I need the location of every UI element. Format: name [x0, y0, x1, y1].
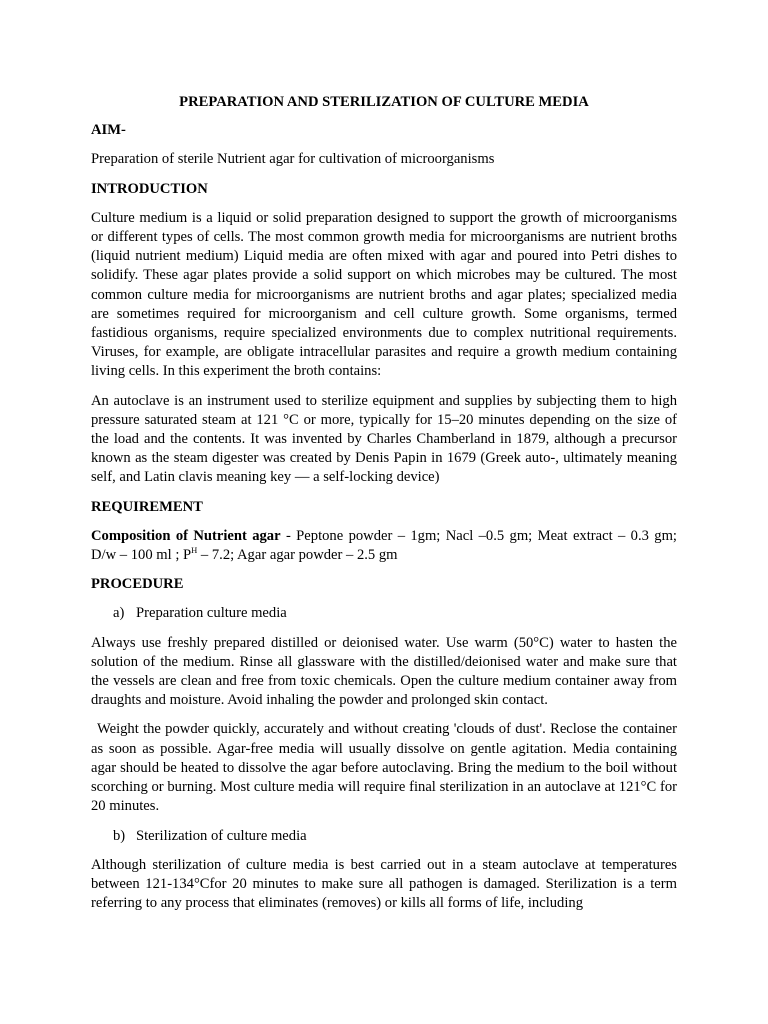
step-a-marker: a) — [113, 605, 125, 622]
requirement-label: Composition of Nutrient agar — [91, 527, 281, 544]
procedure-a-paragraph-2: Weight the powder quickly, accurately and without creating 'clouds of dust'. Reclose the container as soon as possible. Agar-free media will usually dissolve on gentle agitation. Media containing agar should be heated to dissolve the agar before autoclaving. Bring the medium to the boil without scorching or burning. Most culture media will require final sterilization in an autoclave at 121°C for 20 minutes. — [91, 721, 677, 815]
aim-text: Preparation of sterile Nutrient agar for cultivation of microorganisms — [91, 151, 495, 168]
introduction-heading: INTRODUCTION — [91, 180, 208, 197]
procedure-a-paragraph-1: Always use freshly prepared distilled or deionised water. Use warm (50°C) water to hasten the solution of the medium. Rinse all glassware with the distilled/deionised water and make sure that the vessels are clean and free from toxic chemicals. Open the culture medium container away from draughts and moisture. Avoid inhaling the powder and prolonged skin contact. — [91, 634, 677, 709]
procedure-heading: PROCEDURE — [91, 576, 184, 593]
aim-heading: AIM- — [91, 122, 126, 139]
ph-superscript: H — [191, 545, 198, 556]
requirement-composition — [91, 527, 677, 565]
requirement-text-part1: - Peptone powder – 1gm; Nacl –0.5 gm; Meat extract – 0.3 gm; D/w – 100 ml ; P — [91, 527, 677, 564]
introduction-paragraph-culture-medium: Culture medium is a liquid or solid preparation designed to support the growth of microorganisms or different types of cells. The most common growth media for microorganisms are nutrient broths (liquid nutrient medium) Liquid media are often mixed with agar and poured into Petri dishes to solidify. These agar plates provide a solid support on which microbes may be cultured. The most common culture media for microorganisms are nutrient broths and agar plates; specialized media are sometimes required for microorganism and cell culture growth. Some organisms, termed fastidious organisms, require specialized environments due to complex nutritional requirements. Viruses, for example, are obligate intracellular parasites and require a growth medium containing living cells. In this experiment the broth contains: — [91, 209, 677, 380]
document-body — [91, 93, 677, 923]
procedure-b-paragraph-1: Although sterilization of culture media is best carried out in a steam autoclave at temperatures between 121-134°Cfor 20 minutes to make sure all pathogen is damaged. Sterilization is a term referring to any process that eliminates (removes) or kills all forms of life, including — [91, 856, 677, 912]
step-b-marker: b) — [113, 827, 126, 844]
step-b-label: Sterilization of culture media — [136, 827, 307, 844]
document-title: PREPARATION AND STERILIZATION OF CULTURE MEDIA — [179, 94, 589, 110]
requirement-heading: REQUIREMENT — [91, 498, 203, 515]
step-a-label: Preparation culture media — [136, 605, 287, 622]
procedure-step-b — [91, 827, 677, 846]
requirement-text-part2: – 7.2; Agar agar powder – 2.5 gm — [197, 547, 398, 564]
procedure-step-a — [91, 604, 677, 623]
introduction-paragraph-autoclave: An autoclave is an instrument used to sterilize equipment and supplies by subjecting them to high pressure saturated steam at 121 °C or more, typically for 15–20 minutes depending on the size of the load and the contents. It was invented by Charles Chamberland in 1879, although a precursor known as the steam digester was created by Denis Papin in 1679 (Greek auto-, ultimately meaning self, and Latin clavis meaning key — a self-locking device) — [91, 392, 677, 486]
